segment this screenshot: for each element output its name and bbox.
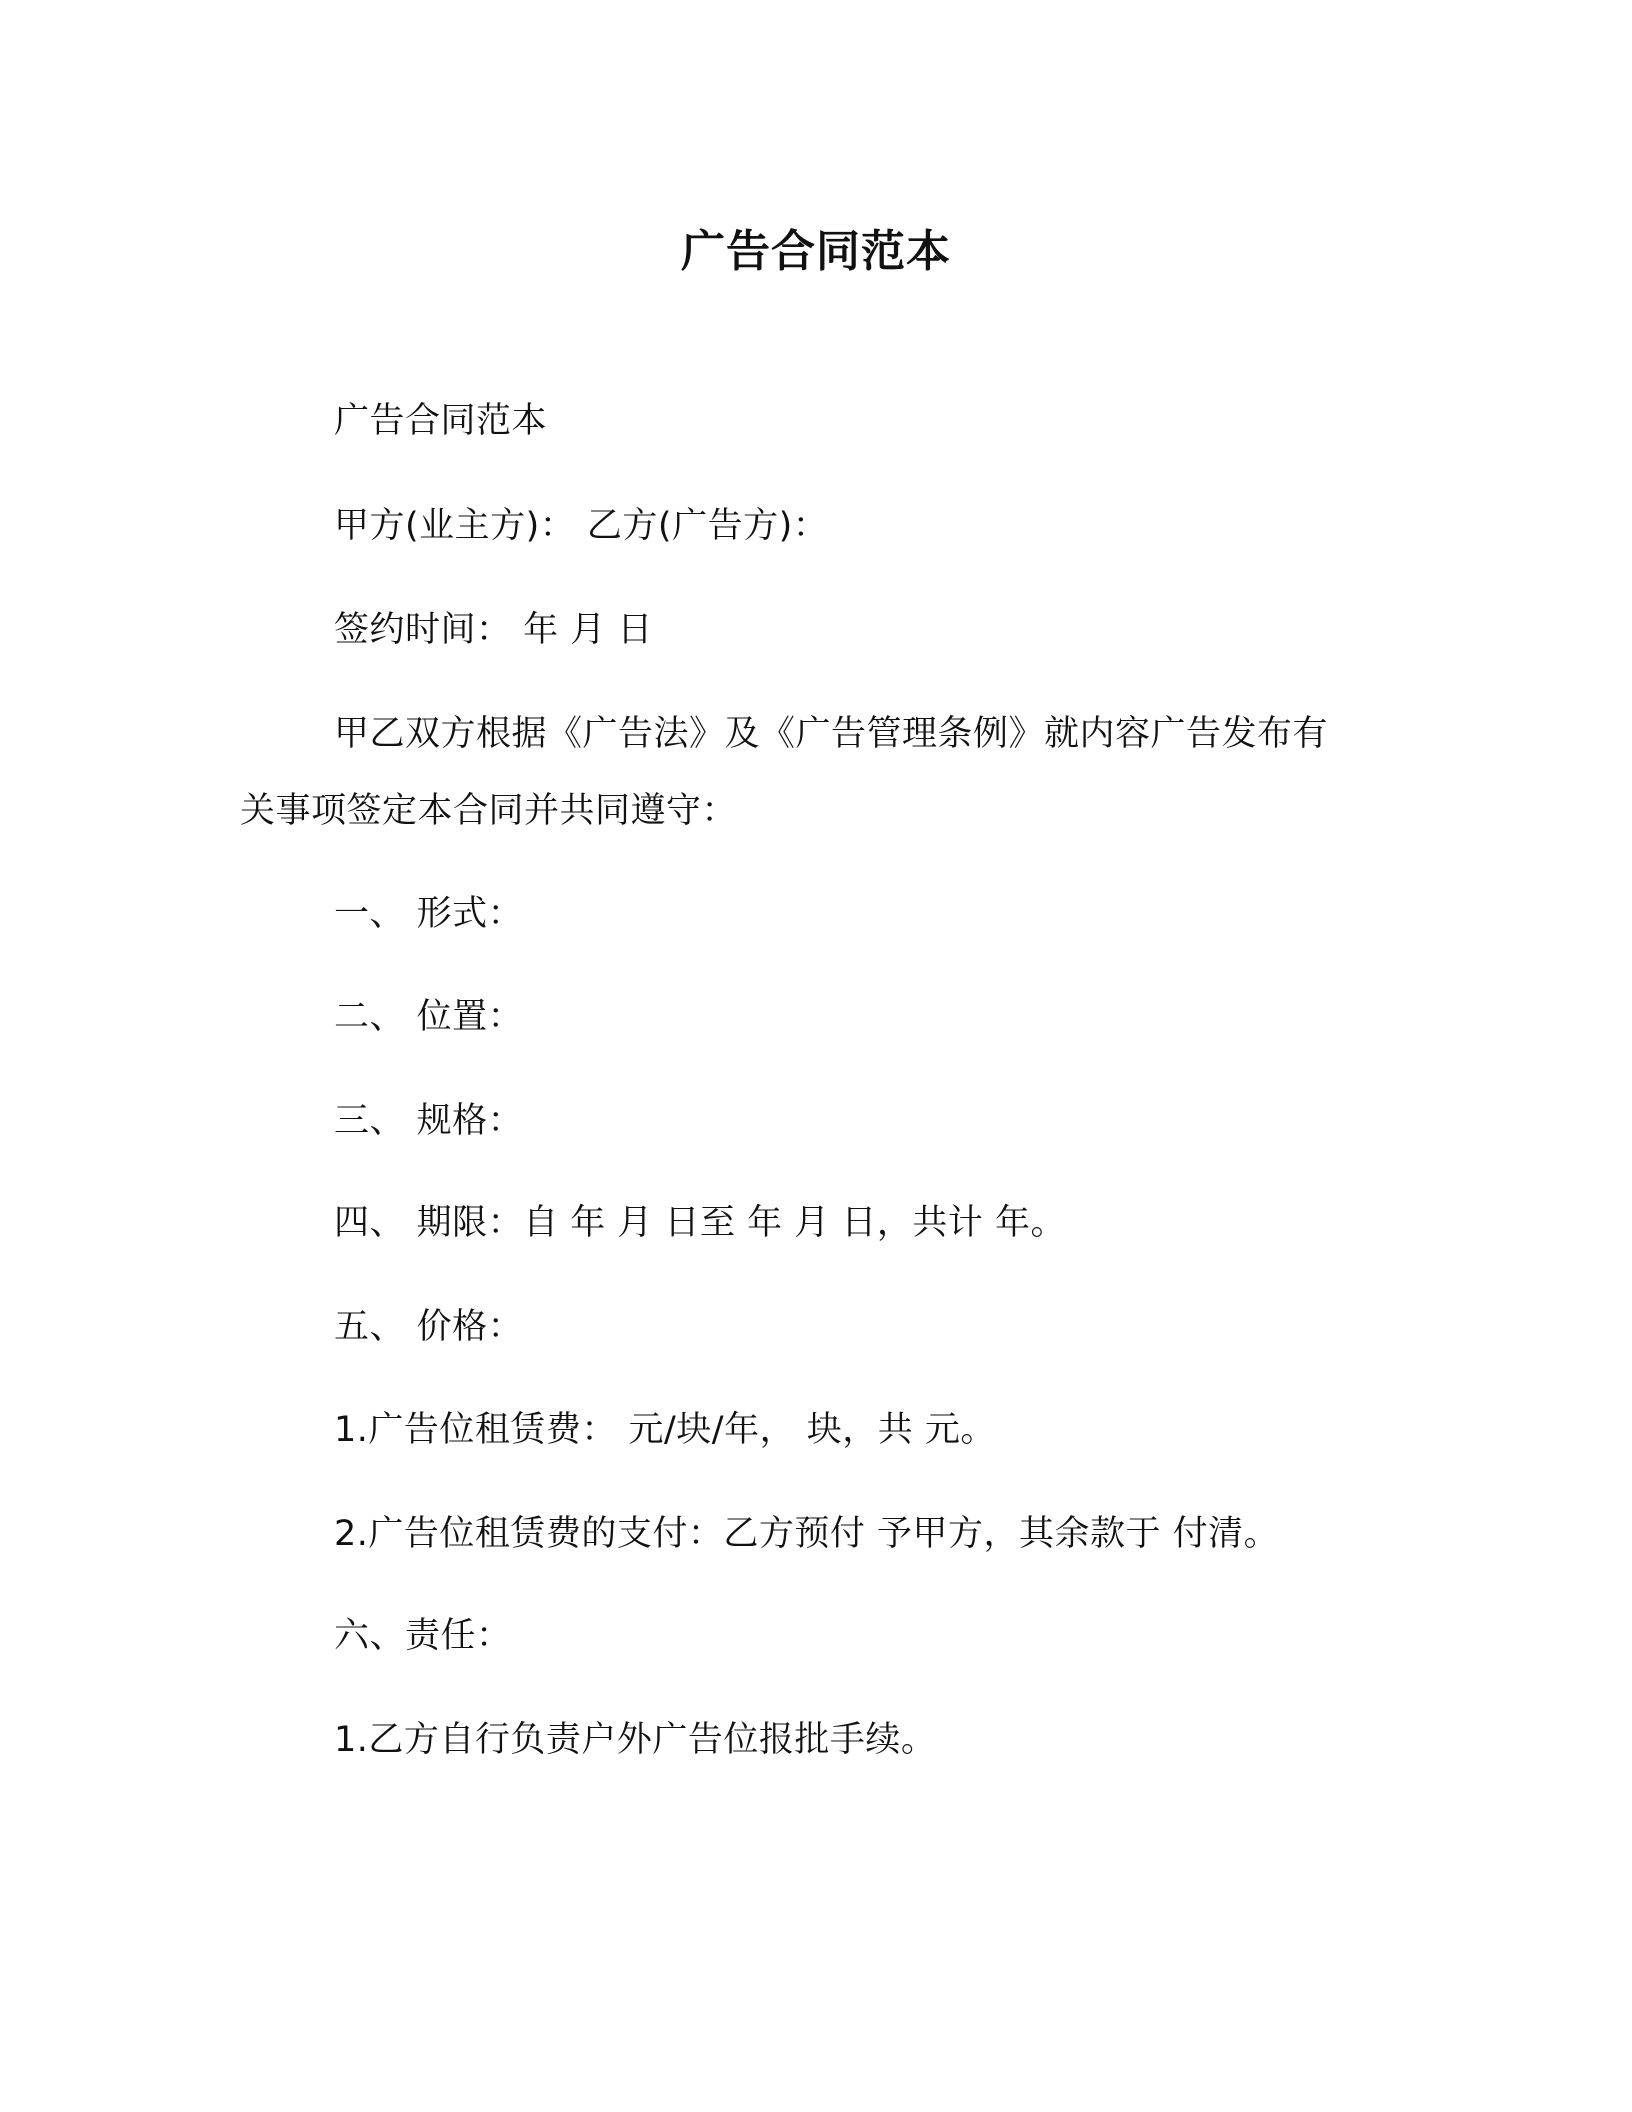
preamble-line-1: 甲乙双方根据《广告法》及《广告管理条例》就内容广告发布有 [334,714,1329,754]
clause-location: 二、 位置： [334,997,524,1037]
price-item-rent: 1.广告位租赁费： 元/块/年， 块，共 元。 [334,1410,996,1450]
clause-term: 四、 期限：自 年 月 日至 年 月 日，共计 年。 [334,1203,1067,1243]
price-item-payment: 2.广告位租赁费的支付：乙方预付 予甲方，其余款于 付清。 [334,1514,1280,1554]
responsibility-item-1: 1.乙方自行负责户外广告位报批手续。 [334,1720,937,1760]
clause-specification: 三、 规格： [334,1101,524,1141]
signing-date-line: 签约时间： 年 月 日 [334,610,653,650]
clause-form: 一、 形式： [334,894,524,934]
clause-responsibility: 六、责任： [334,1616,512,1656]
subtitle-line: 广告合同范本 [334,401,548,441]
preamble-line-2: 关事项签定本合同并共同遵守： [240,791,738,831]
clause-price: 五、 价格： [334,1307,524,1347]
document-title: 广告合同范本 [681,226,951,277]
parties-line: 甲方(业主方)： 乙方(广告方)： [334,506,829,546]
